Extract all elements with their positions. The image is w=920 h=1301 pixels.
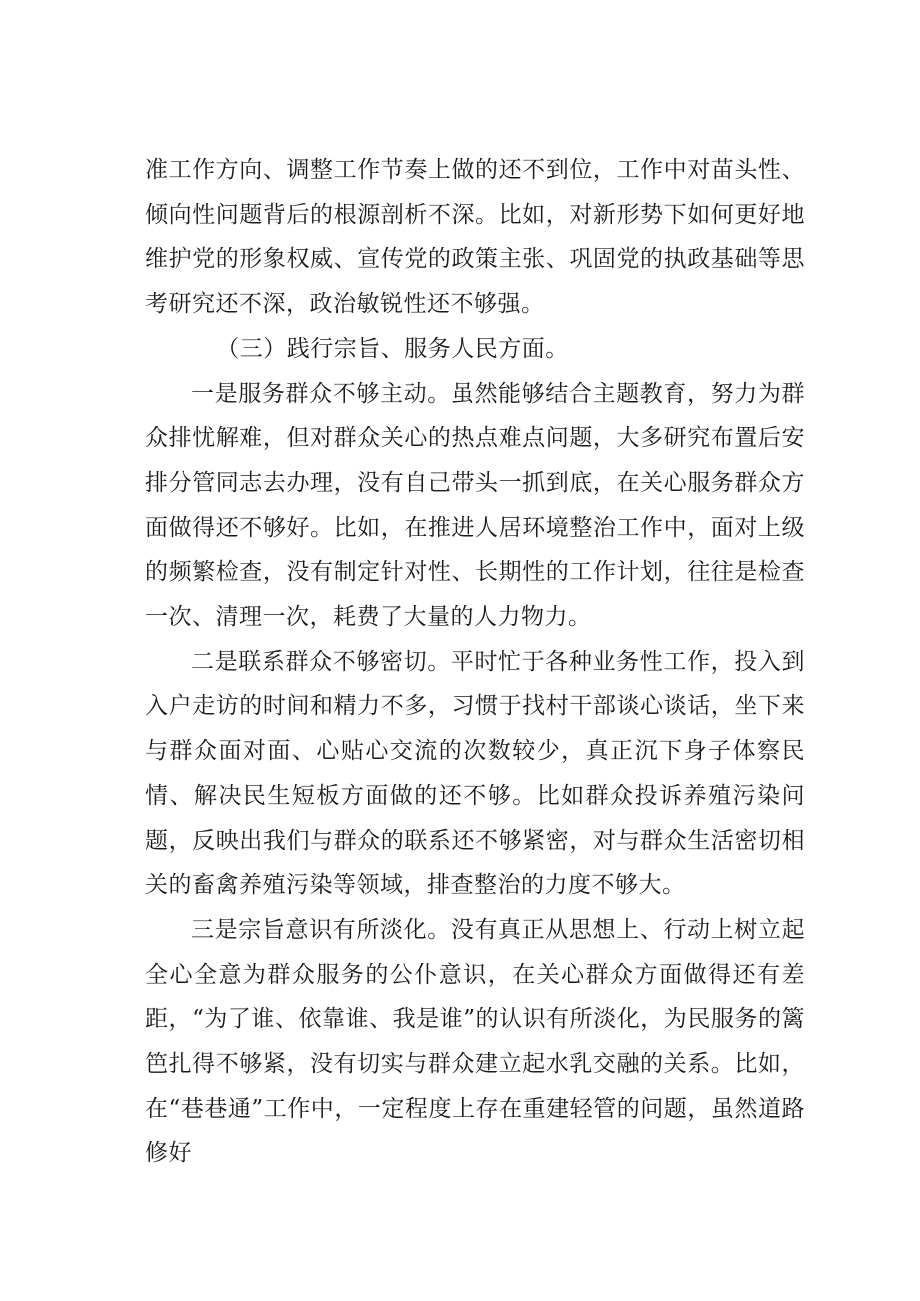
paragraph-point-one: 一是服务群众不够主动。虽然能够结合主题教育，努力为群众排忧解难，但对群众关心的热点难点问题，大多研究布置后安排分管同志去办理，没有自己带头一抓到底，在关心服务群众方面做得还不够好。比如，在推进人居环境整治工作中，面对上级的频繁检查，没有制定针对性、长期性的工作计划，往往是检查一次、清理一次，耗费了大量的人力物力。 xyxy=(145,380,805,631)
paragraph-continuation: 准工作方向、调整工作节奏上做的还不到位，工作中对苗头性、倾向性问题背后的根源剖析不深。比如，对新形势下如何更好地维护党的形象权威、宣传党的政策主张、巩固党的执政基础等思考研究还不深，政治敏锐性还不够强。 xyxy=(145,157,805,318)
paragraph-point-three: 三是宗旨意识有所淡化。没有真正从思想上、行动上树立起全心全意为群众服务的公仆意识，在关心群众方面做得还有差距，“为了谁、依靠谁、我是谁”的认识有所淡化，为民服务的篱笆扎得不够紧，没有切实与群众建立起水乳交融的关系。比如，在“巷巷通”工作中，一定程度上存在重建轻管的问题，虽然道路修好 xyxy=(145,916,805,1167)
paragraph-point-two: 二是联系群众不够密切。平时忙于各种业务性工作，投入到入户走访的时间和精力不多，习惯于找村干部谈心谈话，坐下来与群众面对面、心贴心交流的次数较少，真正沉下身子体察民情、解决民生短板方面做的还不够。比如群众投诉养殖污染问题，反映出我们与群众的联系还不够紧密，对与群众生活密切相关的畜禽养殖污染等领域，排查整治的力度不够大。 xyxy=(145,648,805,899)
section-heading: （三）践行宗旨、服务人民方面。 xyxy=(216,335,569,362)
document-body xyxy=(145,148,805,1176)
